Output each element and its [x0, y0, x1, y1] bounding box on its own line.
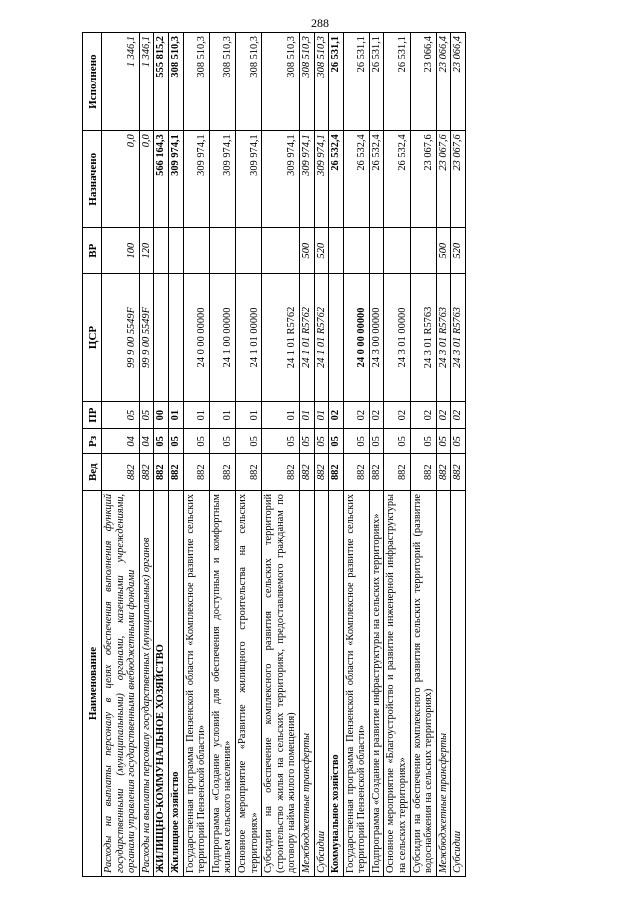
cell-vr: 120 — [139, 228, 154, 274]
cell-vr — [343, 228, 369, 274]
cell-ved: 882 — [168, 454, 183, 491]
cell-csr: 24 1 01 R5762 — [262, 274, 300, 402]
cell-name: ЖИЛИЩНО-КОММУНАЛЬНОЕ ХОЗЯЙСТВО — [154, 490, 169, 876]
cell-vr — [154, 228, 169, 274]
table-row — [299, 33, 314, 877]
cell-assigned: 309 974,1 — [235, 131, 261, 228]
cell-assigned: 309 974,1 — [314, 131, 329, 228]
cell-csr — [154, 274, 169, 402]
cell-pr: 02 — [451, 401, 466, 428]
page-number: 288 — [311, 16, 329, 30]
cell-executed: 308 510,3 — [262, 33, 300, 131]
cell-executed: 308 510,3 — [235, 33, 261, 131]
cell-vr — [235, 228, 261, 274]
cell-vr — [262, 228, 300, 274]
cell-vr: 100 — [102, 228, 140, 274]
cell-name: Субсидии на обеспечение комплексного развития сельских территорий (развитие водоснабжения на сельских территориях) — [410, 490, 436, 876]
table-row — [262, 33, 300, 877]
cell-ved: 882 — [343, 454, 369, 491]
cell-csr — [168, 274, 183, 402]
cell-assigned: 26 532,4 — [369, 131, 384, 228]
cell-pr: 02 — [436, 401, 451, 428]
cell-executed: 23 066,4 — [451, 33, 466, 131]
cell-ved: 882 — [451, 454, 466, 491]
cell-pr: 02 — [369, 401, 384, 428]
cell-assigned: 23 067,6 — [436, 131, 451, 228]
cell-executed: 308 510,3 — [183, 33, 209, 131]
cell-pr: 01 — [299, 401, 314, 428]
cell-rz: 04 — [102, 429, 140, 454]
cell-ved: 882 — [299, 454, 314, 491]
cell-executed: 26 531,1 — [384, 33, 410, 131]
cell-rz: 05 — [154, 429, 169, 454]
cell-rz: 05 — [369, 429, 384, 454]
cell-executed: 1 346,1 — [102, 33, 140, 131]
cell-name: Государственная программа Пензенской области «Комплексное развитие сельских территорий Пензенской области» — [343, 490, 369, 876]
cell-name: Подпрограмма «Создание условий для обеспечения доступным и комфортным жильем сельского населения» — [209, 490, 235, 876]
cell-executed: 555 815,2 — [154, 33, 169, 131]
cell-pr: 01 — [168, 401, 183, 428]
cell-pr: 00 — [154, 401, 169, 428]
cell-vr — [369, 228, 384, 274]
table-header — [83, 33, 102, 877]
cell-assigned: 26 532,4 — [343, 131, 369, 228]
cell-executed: 26 531,1 — [369, 33, 384, 131]
cell-ved: 882 — [154, 454, 169, 491]
cell-csr: 24 3 01 R5763 — [436, 274, 451, 402]
cell-ved: 882 — [384, 454, 410, 491]
cell-assigned: 23 067,6 — [410, 131, 436, 228]
header-assigned: Назначено — [83, 131, 102, 228]
cell-pr: 05 — [139, 401, 154, 428]
cell-executed: 308 510,3 — [314, 33, 329, 131]
cell-assigned: 0,0 — [139, 131, 154, 228]
cell-rz: 05 — [299, 429, 314, 454]
cell-ved: 882 — [410, 454, 436, 491]
cell-assigned: 309 974,1 — [168, 131, 183, 228]
cell-name: Расходы на выплаты персоналу государственных (муниципальных) органов — [139, 490, 154, 876]
table-row — [451, 33, 466, 877]
cell-name: Субсидии — [451, 490, 466, 876]
cell-assigned: 309 974,1 — [262, 131, 300, 228]
cell-name: Коммунальное хозяйство — [329, 490, 344, 876]
cell-csr: 24 1 01 R5762 — [314, 274, 329, 402]
cell-vr — [384, 228, 410, 274]
cell-pr: 01 — [314, 401, 329, 428]
table-row — [154, 33, 169, 877]
cell-name: Жилищное хозяйство — [168, 490, 183, 876]
cell-rz: 04 — [139, 429, 154, 454]
cell-rz: 05 — [329, 429, 344, 454]
cell-name: Межбюджетные трансферты — [436, 490, 451, 876]
table-row — [235, 33, 261, 877]
cell-assigned: 23 067,6 — [451, 131, 466, 228]
cell-vr: 500 — [436, 228, 451, 274]
cell-vr: 520 — [314, 228, 329, 274]
cell-csr: 24 3 01 00000 — [384, 274, 410, 402]
cell-rz: 05 — [235, 429, 261, 454]
cell-assigned: 309 974,1 — [299, 131, 314, 228]
cell-executed: 1 346,1 — [139, 33, 154, 131]
header-pr: ПР — [83, 401, 102, 428]
cell-pr: 02 — [384, 401, 410, 428]
cell-csr: 24 0 00 00000 — [183, 274, 209, 402]
table-row — [139, 33, 154, 877]
cell-vr: 500 — [299, 228, 314, 274]
cell-pr: 01 — [209, 401, 235, 428]
cell-ved: 882 — [139, 454, 154, 491]
cell-executed: 308 510,3 — [299, 33, 314, 131]
cell-ved: 882 — [329, 454, 344, 491]
header-executed: Исполнено — [83, 33, 102, 131]
cell-rz: 05 — [314, 429, 329, 454]
cell-rz: 05 — [451, 429, 466, 454]
cell-pr: 01 — [262, 401, 300, 428]
cell-pr: 02 — [410, 401, 436, 428]
cell-ved: 882 — [436, 454, 451, 491]
cell-executed: 23 066,4 — [436, 33, 451, 131]
table-row — [183, 33, 209, 877]
cell-name: Основное мероприятие «Развитие жилищного строительства на сельских территориях» — [235, 490, 261, 876]
table-row — [343, 33, 369, 877]
cell-rz: 05 — [343, 429, 369, 454]
table-row — [168, 33, 183, 877]
cell-csr: 24 1 01 00000 — [235, 274, 261, 402]
cell-name: Подпрограмма «Создание и развитие инфраструктуры на сельских территориях» — [369, 490, 384, 876]
cell-rz: 05 — [262, 429, 300, 454]
cell-name: Субсидии на обеспечение комплексного развития сельских территорий (строительство жилья на сельских территориях, предоставляемого гражданам по договору найма жилого помещения) — [262, 490, 300, 876]
rotated-table-container — [82, 32, 544, 877]
cell-rz: 05 — [410, 429, 436, 454]
cell-ved: 882 — [314, 454, 329, 491]
cell-rz: 05 — [384, 429, 410, 454]
cell-csr — [329, 274, 344, 402]
cell-vr — [209, 228, 235, 274]
table-row — [102, 33, 140, 877]
cell-rz: 05 — [168, 429, 183, 454]
cell-csr: 24 1 01 R5762 — [299, 274, 314, 402]
cell-executed: 308 510,3 — [168, 33, 183, 131]
cell-pr: 01 — [235, 401, 261, 428]
cell-ved: 882 — [369, 454, 384, 491]
cell-csr: 99 9 00 5549F — [102, 274, 140, 402]
cell-pr: 05 — [102, 401, 140, 428]
table-row — [369, 33, 384, 877]
cell-vr — [410, 228, 436, 274]
cell-rz: 05 — [436, 429, 451, 454]
cell-rz: 05 — [183, 429, 209, 454]
cell-vr: 520 — [451, 228, 466, 274]
cell-assigned: 0,0 — [102, 131, 140, 228]
header-csr: ЦСР — [83, 274, 102, 402]
cell-assigned: 309 974,1 — [183, 131, 209, 228]
cell-ved: 882 — [235, 454, 261, 491]
cell-pr: 02 — [343, 401, 369, 428]
table-body — [102, 33, 466, 877]
table-row — [410, 33, 436, 877]
cell-csr: 24 3 01 R5763 — [451, 274, 466, 402]
cell-executed: 26 531,1 — [329, 33, 344, 131]
cell-vr — [168, 228, 183, 274]
cell-pr: 02 — [329, 401, 344, 428]
cell-rz: 05 — [209, 429, 235, 454]
cell-executed: 308 510,3 — [209, 33, 235, 131]
cell-csr: 24 1 00 00000 — [209, 274, 235, 402]
cell-executed: 23 066,4 — [410, 33, 436, 131]
cell-name: Основное мероприятие «Благоустройство и развитие инженерной инфраструктуры на сельских территориях» — [384, 490, 410, 876]
cell-name: Государственная программа Пензенской области «Комплексное развитие сельских территорий Пензенской области» — [183, 490, 209, 876]
header-rz: Рз — [83, 429, 102, 454]
cell-csr: 24 0 00 00000 — [343, 274, 369, 402]
cell-ved: 882 — [262, 454, 300, 491]
table-row — [209, 33, 235, 877]
cell-csr: 24 3 00 00000 — [369, 274, 384, 402]
cell-assigned: 26 532,4 — [329, 131, 344, 228]
cell-name: Межбюджетные трансферты — [299, 490, 314, 876]
cell-csr: 99 9 00 5549F — [139, 274, 154, 402]
header-name: Наименование — [83, 490, 102, 876]
table-row — [384, 33, 410, 877]
table-row — [329, 33, 344, 877]
table-row — [436, 33, 451, 877]
cell-pr: 01 — [183, 401, 209, 428]
cell-assigned: 26 532,4 — [384, 131, 410, 228]
cell-executed: 26 531,1 — [343, 33, 369, 131]
cell-name: Субсидии — [314, 490, 329, 876]
header-ved: Вед — [83, 454, 102, 491]
cell-assigned: 566 164,3 — [154, 131, 169, 228]
cell-ved: 882 — [102, 454, 140, 491]
cell-vr — [183, 228, 209, 274]
cell-ved: 882 — [209, 454, 235, 491]
cell-ved: 882 — [183, 454, 209, 491]
budget-table — [82, 32, 466, 877]
header-vr: ВР — [83, 228, 102, 274]
cell-vr — [329, 228, 344, 274]
cell-name: Расходы на выплаты персоналу в целях обеспечения выполнения функций государственными (муниципальными) органами, казенными учреждениями, органами управления государственными внебюджетными фондами — [102, 490, 140, 876]
cell-assigned: 309 974,1 — [209, 131, 235, 228]
table-row — [314, 33, 329, 877]
cell-csr: 24 3 01 R5763 — [410, 274, 436, 402]
